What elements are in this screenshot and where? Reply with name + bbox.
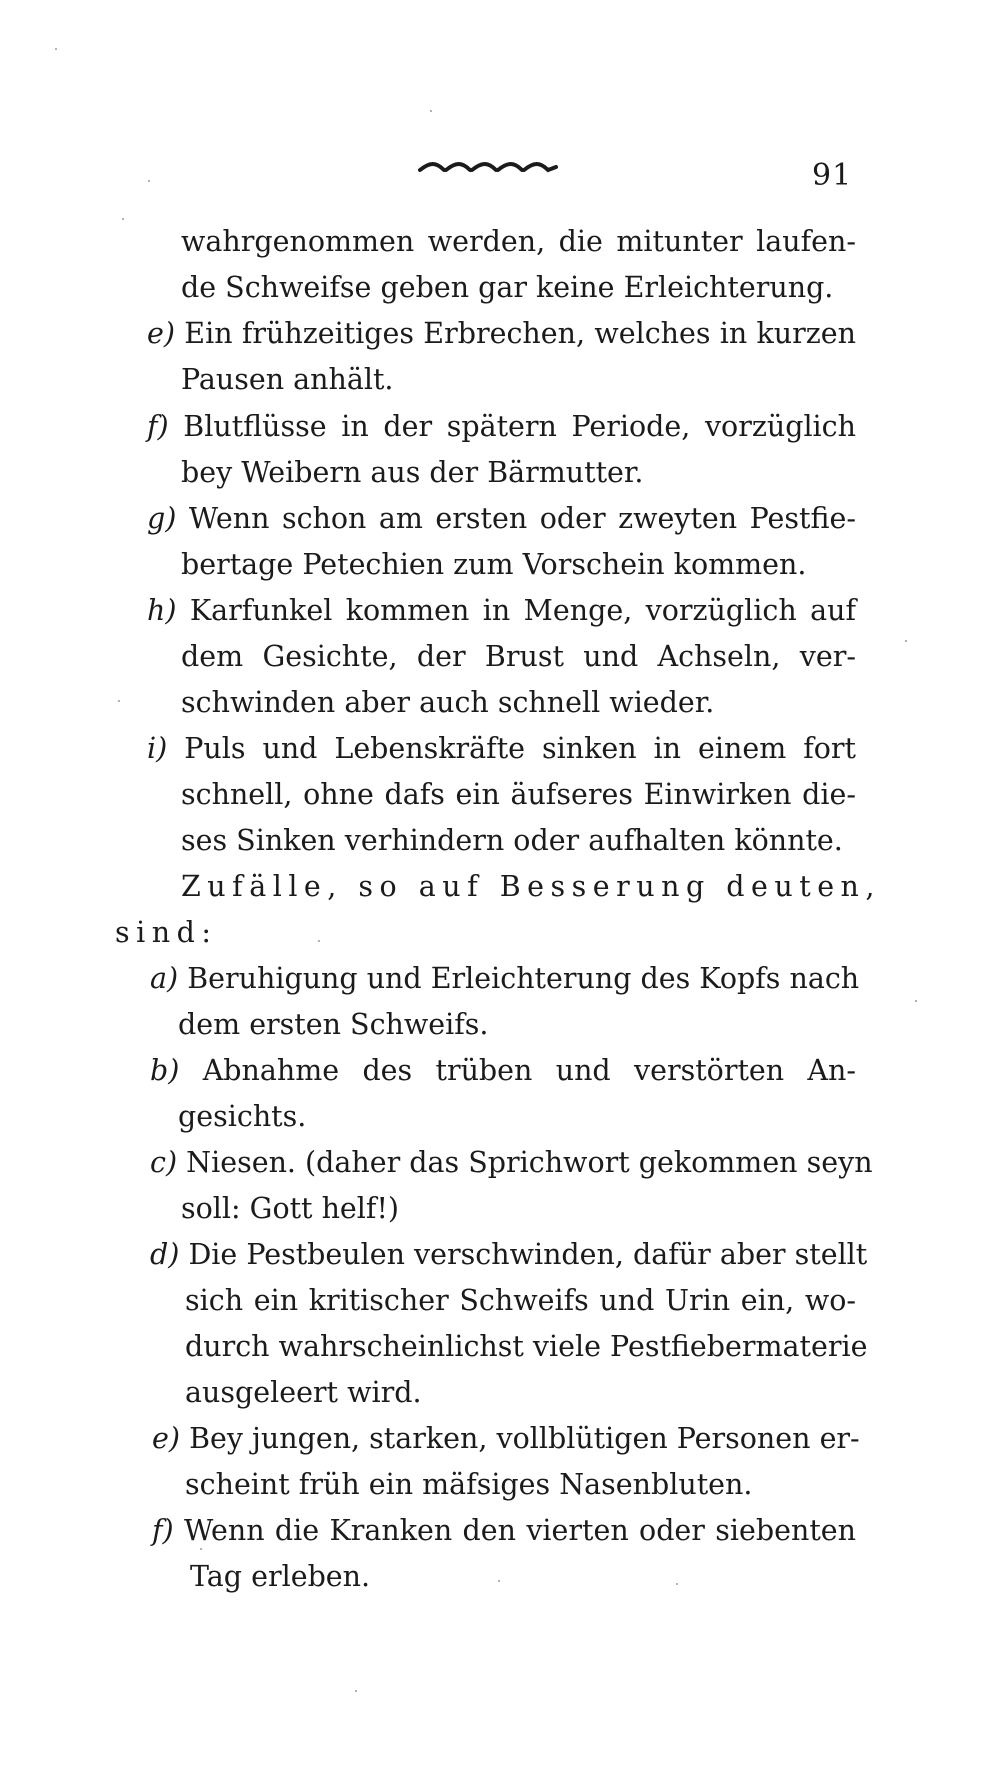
paper-speck [122,218,124,220]
text-line: Tag erleben. [190,1560,371,1593]
section-heading: Zufälle, so auf Besserung deuten, [181,870,881,903]
list-marker: e) [147,317,175,350]
text-line: schwinden aber auch schnell wieder. [181,686,715,719]
text-line: gesichts. [178,1100,307,1133]
paper-speck [355,1690,357,1692]
text-line: dem Gesichte, der Brust und Achseln, ver- [181,640,856,673]
list-marker: c) [150,1146,178,1179]
text-line: dem ersten Schweifs. [178,1008,489,1041]
text-line: de Schweifse geben gar keine Erleichterung. [181,271,834,304]
header-ornament [418,158,560,178]
list-item-f2-line: f) Wenn die Kranken den vierten oder siebenten [152,1514,857,1547]
section-heading-end: sind: [115,916,218,949]
list-item-f-line: f) Blutflüsse in der spätern Periode, vorzüglich [147,410,856,443]
list-marker: a) [150,962,179,995]
page-number: 91 [812,158,853,193]
paper-speck [200,1548,202,1550]
list-item-e-line: e) Ein frühzeitiges Erbrechen, welches in kurzen [147,317,857,350]
paper-speck [148,180,150,182]
paper-speck [430,110,432,112]
list-item-b-line: b) Abnahme des trüben und verstörten An- [150,1054,857,1087]
list-marker: h) [147,594,177,627]
paper-speck [498,1580,500,1582]
list-item-h-line: h) Karfunkel kommen in Menge, vorzüglich auf [147,594,856,627]
list-marker: d) [150,1238,180,1271]
text-line: durch wahrscheinlichst viele Pestfiebermaterie [185,1330,868,1363]
text-line: wahrgenommen werden, die mitunter laufen- [181,225,856,258]
paper-speck [118,700,120,702]
list-item-i-line: i) Puls und Lebenskräfte sinken in einem fort [147,732,856,765]
list-item-g-line: g) Wenn schon am ersten oder zweyten Pestfie- [147,502,856,535]
text-line: sich ein kritischer Schweifs und Urin ein, wo- [185,1284,856,1317]
list-item-d-line: d) Die Pestbeulen verschwinden, dafür aber stellt [150,1238,868,1271]
paper-speck [55,48,57,50]
paper-speck [318,940,320,942]
list-item-e2-line: e) Bey jungen, starken, vollblütigen Personen er- [152,1422,860,1455]
list-marker: f) [147,410,169,443]
list-item-a-line: a) Beruhigung und Erleichterung des Kopfs nach [150,962,860,995]
text-line: ses Sinken verhindern oder aufhalten könnte. [181,824,843,857]
list-marker: f) [152,1514,174,1547]
text-line: soll: Gott helf!) [181,1192,400,1225]
paper-speck [676,1583,678,1585]
paper-speck [915,1000,917,1002]
list-marker: b) [150,1054,180,1087]
text-line: ausgeleert wird. [185,1376,422,1409]
text-line: scheint früh ein mäfsiges Nasenbluten. [185,1468,753,1501]
text-line: schnell, ohne dafs ein äufseres Einwirken die- [181,778,856,811]
list-marker: g) [147,502,177,535]
paper-speck [905,640,907,642]
list-marker: i) [147,732,168,765]
text-line: Pausen anhält. [181,363,394,396]
text-line: bey Weibern aus der Bärmutter. [181,456,644,489]
text-line: bertage Petechien zum Vorschein kommen. [181,548,807,581]
list-item-c-line: c) Niesen. (daher das Sprichwort gekommen seyn [150,1146,873,1179]
list-marker: e) [152,1422,180,1455]
